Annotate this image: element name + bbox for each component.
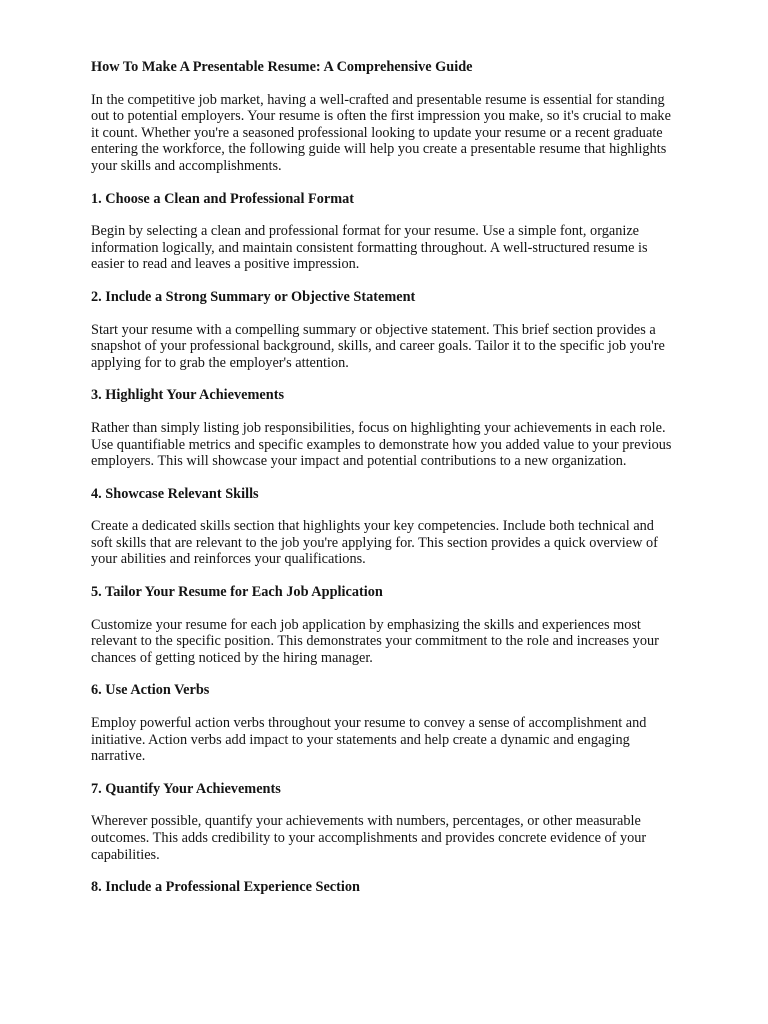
section-heading-4: 4. Showcase Relevant Skills [91,485,259,502]
section-paragraph-7 [91,813,728,863]
paragraph-line: Customize your resume for each job application by emphasizing the skills and experiences most [91,616,641,633]
section-paragraph-6 [91,715,728,765]
section-paragraph-1 [91,223,728,273]
section-heading-3: 3. Highlight Your Achievements [91,387,285,404]
section-paragraph-2 [91,322,728,372]
section-paragraph-4 [91,518,728,568]
paragraph-line: easier to read and leaves a positive impression. [91,256,360,273]
paragraph-line: chances of getting noticed by the hiring manager. [91,649,373,666]
paragraph-line: soft skills that are relevant to the job you're applying for. This section provides a quick overview of [91,534,658,551]
section-heading-5: 5. Tailor Your Resume for Each Job Application [91,584,383,601]
intro-line: out to potential employers. Your resume is often the first impression you make, so it's crucial to make [91,108,671,125]
paragraph-line: Create a dedicated skills section that highlights your key competencies. Include both technical and [91,518,654,535]
paragraph-line: initiative. Action verbs add impact to your statements and help create a dynamic and engaging [91,731,630,748]
paragraph-line: snapshot of your professional background, skills, and career goals. Tailor it to the specific job you're [91,338,665,355]
section-heading-2: 2. Include a Strong Summary or Objective Statement [91,288,416,305]
section-heading-8: 8. Include a Professional Experience Section [91,879,360,896]
paragraph-line: Begin by selecting a clean and professional format for your resume. Use a simple font, organize [91,223,640,240]
section-paragraph-3 [91,420,728,470]
paragraph-line: Start your resume with a compelling summary or objective statement. This brief section provides a [91,321,656,338]
paragraph-line: narrative. [91,748,146,765]
intro-line: entering the workforce, the following guide will help you create a presentable resume that highlights [91,141,667,158]
intro-line: In the competitive job market, having a well-crafted and presentable resume is essential for standing [91,91,665,108]
paragraph-line: relevant to the specific position. This demonstrates your commitment to the role and increases your [91,633,659,650]
document-title: How To Make A Presentable Resume: A Comprehensive Guide [91,59,473,75]
section-heading-7: 7. Quantify Your Achievements [91,780,281,797]
intro-line: it count. Whether you're a seasoned professional looking to update your resume or a recent graduate [91,124,663,141]
section-heading-6: 6. Use Action Verbs [91,682,210,699]
paragraph-line: Wherever possible, quantify your achievements with numbers, percentages, or other measurable [91,813,641,830]
paragraph-line: Use quantifiable metrics and specific examples to demonstrate how you added value to your previous [91,436,672,453]
paragraph-line: employers. This will showcase your impact and potential contributions to a new organization. [91,453,627,470]
paragraph-line: Rather than simply listing job responsibilities, focus on highlighting your achievements in each role. [91,419,666,436]
paragraph-line: Employ powerful action verbs throughout your resume to convey a sense of accomplishment and [91,715,647,732]
paragraph-line: applying for to grab the employer's attention. [91,354,349,371]
paragraph-line: outcomes. This adds credibility to your accomplishments and provides concrete evidence of your [91,830,647,846]
paragraph-line: information logically, and maintain consistent formatting throughout. A well-structured resume is [91,239,648,256]
intro-paragraph [91,92,728,175]
paragraph-line: capabilities. [91,846,160,863]
intro-line: your skills and accomplishments. [91,157,282,174]
section-paragraph-5 [91,617,728,667]
section-heading-1: 1. Choose a Clean and Professional Format [91,190,355,207]
paragraph-line: your abilities and reinforces your qualifications. [91,551,366,568]
